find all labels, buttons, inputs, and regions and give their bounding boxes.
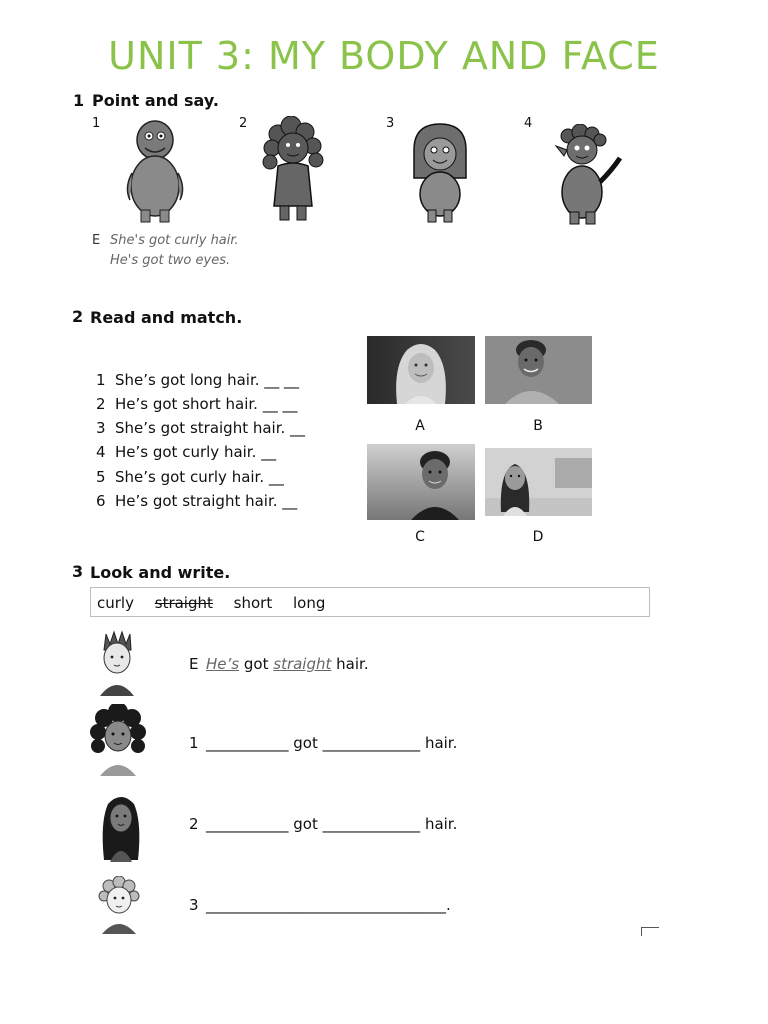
- row-2-got: got: [293, 815, 318, 833]
- page-title: UNIT 3: MY BODY AND FACE: [108, 34, 660, 78]
- monster-2-illustration: [258, 116, 328, 222]
- section1-number: 1: [73, 91, 85, 110]
- word-bank: [90, 587, 650, 617]
- example-letter: E: [92, 233, 101, 248]
- section2-number: 2: [72, 307, 84, 326]
- photo-label-c: C: [415, 529, 425, 545]
- match-item-4-text: He’s got curly hair. __: [115, 443, 277, 461]
- monster-3-illustration: [408, 122, 472, 224]
- row-2-blank-adjective[interactable]: _____________: [322, 815, 421, 833]
- row-2-blank-subject[interactable]: ___________: [206, 815, 289, 833]
- word-curly: curly: [97, 594, 134, 612]
- face-2-illustration: [98, 792, 144, 862]
- match-item-4-number: 4: [96, 443, 106, 461]
- match-item-2-number: 2: [96, 395, 106, 413]
- photo-label-a: A: [415, 418, 425, 434]
- photo-a: [367, 336, 475, 404]
- section3-title: Look and write.: [90, 563, 231, 582]
- word-straight: straight: [154, 594, 213, 612]
- write-example-sentence: [206, 655, 369, 673]
- row-2-end: hair.: [424, 815, 458, 833]
- monster-4-illustration: [550, 124, 626, 226]
- photo-d: [485, 448, 592, 516]
- match-item-5-number: 5: [96, 468, 106, 486]
- section3-number: 3: [72, 562, 84, 581]
- match-item-6-text: He’s got straight hair. __: [115, 492, 298, 510]
- example-sentence-2: He's got two eyes.: [110, 253, 231, 268]
- write-example-letter: E: [189, 655, 199, 673]
- section2-title: Read and match.: [90, 308, 243, 327]
- match-item-1-number: 1: [96, 371, 106, 389]
- write-row-1-number: 1: [189, 734, 199, 752]
- match-item-5-text: She’s got curly hair. __: [115, 468, 284, 486]
- word-long: long: [293, 594, 326, 612]
- figure-number-3: 3: [386, 116, 395, 131]
- row-3-blank-sentence[interactable]: ________________________________.: [206, 896, 451, 914]
- figure-number-4: 4: [524, 116, 533, 131]
- corner-crop-mark: [641, 927, 659, 936]
- write-row-1-sentence: [206, 734, 457, 752]
- row-1-got: got: [293, 734, 318, 752]
- match-item-3-text: She’s got straight hair. __: [115, 419, 306, 437]
- row-1-blank-adjective[interactable]: _____________: [322, 734, 421, 752]
- photo-label-b: B: [533, 418, 543, 434]
- example-sentence-1: She's got curly hair.: [110, 233, 239, 248]
- face-example-illustration: [94, 630, 140, 696]
- example-got: got: [243, 655, 269, 673]
- match-item-2-text: He’s got short hair. __ __: [115, 395, 298, 413]
- section1-title: Point and say.: [92, 91, 219, 110]
- match-item-6-number: 6: [96, 492, 106, 510]
- row-1-blank-subject[interactable]: ___________: [206, 734, 289, 752]
- example-adjective: straight: [273, 655, 332, 673]
- write-row-3-number: 3: [189, 896, 199, 914]
- face-1-illustration: [90, 704, 146, 776]
- row-1-end: hair.: [424, 734, 458, 752]
- write-row-2-sentence: [206, 815, 457, 833]
- photo-c: [367, 444, 475, 520]
- figure-number-1: 1: [92, 116, 101, 131]
- example-end: hair.: [336, 655, 369, 673]
- word-short: short: [233, 594, 273, 612]
- match-item-3-number: 3: [96, 419, 106, 437]
- figure-number-2: 2: [239, 116, 248, 131]
- match-item-1-text: She’s got long hair. __ __: [115, 371, 300, 389]
- write-row-2-number: 2: [189, 815, 199, 833]
- photo-b: [485, 336, 592, 404]
- face-3-illustration: [96, 876, 142, 934]
- monster-1-illustration: [120, 118, 190, 224]
- photo-label-d: D: [532, 529, 544, 545]
- example-subject: He’s: [206, 655, 240, 673]
